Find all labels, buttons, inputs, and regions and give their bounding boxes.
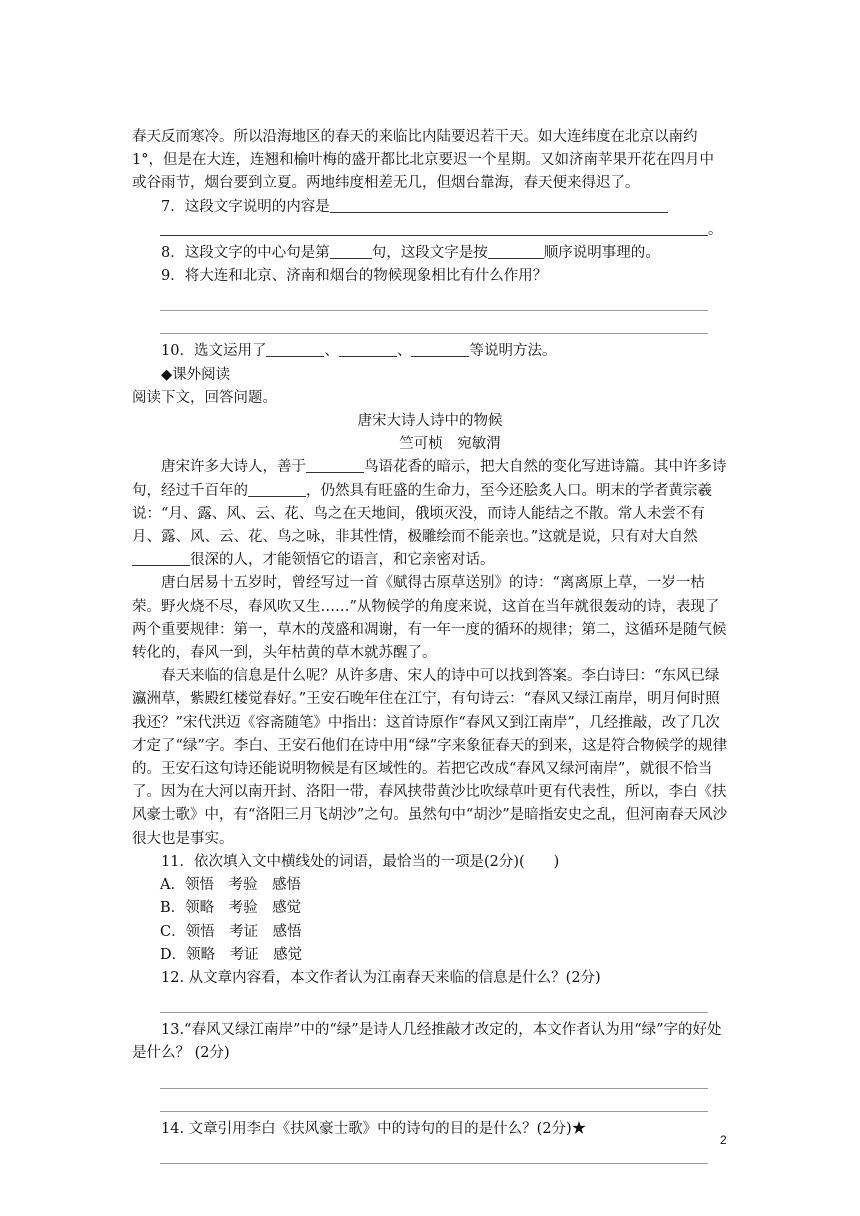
answer-blank[interactable] [160,220,708,236]
article-authors: 竺可桢 宛敏渭 [399,436,501,453]
answer-line[interactable] [160,311,708,334]
article-paragraph-2: 唐白居易十五岁时，曾经写过一首《赋得古原草送别》的诗：“离离原上草，一岁一枯荣。野火烧不尽，春风吹又生……”从物候学的角度来说，这首在当年就很轰动的诗，表现了两个重要规律：第一，草木的茂盛和凋谢，有一年一度的循环的规律；第二，这循环是随气候转化的，春风一到，头年枯黄的草木就苏醒了。 [132,575,727,662]
answer-line[interactable] [160,990,708,1013]
answer-line[interactable] [160,1066,708,1089]
section-instruction: 阅读下文，回答问题。 [132,389,277,406]
answer-blank[interactable] [488,243,544,259]
option-c[interactable]: C．领悟 考证 感悟 [160,923,302,940]
question-10: 10．选文运用了 、 、 等说明方法。 [161,343,557,360]
option-b[interactable]: B．领略 考验 感觉 [160,900,302,917]
article-paragraph-1: 唐宋许多大诗人，善于 鸟语花香的暗示，把大自然的变化写进诗篇。其中许多诗句，经过千百年的 ，仍然具有旺盛的生命力，至今还脍炙人口。明末的学者黄宗羲说：“月、露、风、云、花、鸟之在天地间，俄顷灭没，而诗人能结之不散。常人未尝不有月、露、风、云、花、鸟之咏，非其性情，极雕绘而不能亲也。”这就是说，只有对大自然很深的人，才能领悟它的语言，和它亲密对话。 [132,459,727,569]
article-title: 唐宋大诗人诗中的物候 [357,413,503,430]
document-body [132,126,728,1164]
answer-line[interactable] [160,288,708,311]
question-14: 14. 文章引用李白《扶风豪士歌》中的诗句的目的是什么？(2分)★ [161,1120,587,1137]
answer-blank[interactable] [266,341,324,357]
answer-line[interactable] [160,1089,708,1112]
fill-blank-1[interactable] [306,457,364,473]
article-paragraph-3: 春天来临的信息是什么呢？从许多唐、宋人的诗中可以找到答案。李白诗曰：“东风已绿瀛洲草，紫殿红楼觉春好。”王安石晚年住在江宁，有句诗云：“春风又绿江南岸，明月何时照我还？”宋代洪迈《容斋随笔》中指出：这首诗原作“春风又到江南岸”，几经推敲，改了几次才定了“绿”字。李白、王安石他们在诗中用“绿”字来象征春天的到来，这是符合物候学的规律的。王安石这句诗还能说明物候是有区域性的。若把它改成“春风又绿河南岸”，就很不恰当了。因为在大河以南开封、洛阳一带，春风挟带黄沙比吹绿草叶更有代表性，所以，李白《扶风豪士歌》中，有“洛阳三月飞胡沙”之句。虽然句中“胡沙”是暗指安史之乱，但河南春天风沙很大也是事实。 [132,668,728,847]
fill-blank-2[interactable] [248,481,306,497]
answer-blank[interactable] [411,341,469,357]
answer-blank[interactable] [339,341,397,357]
question-8: 8．这段文字的中心句是第 句，这段文字是按 顺序说明事理的。 [161,245,660,262]
answer-blank[interactable] [330,243,372,259]
question-7-line2: 。 [132,219,728,242]
answer-line[interactable] [160,1141,708,1164]
answer-blank[interactable] [330,197,668,213]
question-13: 13.“春风又绿江南岸”中的“绿”是诗人几经推敲才改定的，本文作者认为用“绿”字的好处是什么？ (2分) [132,1022,722,1062]
question-11: 11．依次填入文中横线处的词语，最恰当的一项是(2分)( ) [161,853,560,870]
question-12: 12. 从文章内容看，本文作者认为江南春天来临的信息是什么？(2分) [161,969,601,986]
passage-paragraph: 春天反而寒冷。所以沿海地区的春天的来临比内陆要迟若干天。如大连纬度在北京以南约1°，但是在大连，连翘和榆叶梅的盛开都比北京要迟一个星期。又如济南苹果开花在四月中或谷雨节，烟台要到立夏。两地纬度相差无几，但烟台靠海，春天便来得迟了。 [132,129,714,192]
question-7: 7．这段文字说明的内容是 [132,196,728,219]
section-label: ◆课外阅读 [161,366,231,383]
option-a[interactable]: A．领悟 考验 感悟 [160,877,301,894]
question-9: 9．将大连和北京、济南和烟台的物候现象相比有什么作用？ [161,268,548,285]
page-number: 2 [720,1133,727,1147]
fill-blank-3[interactable] [132,550,190,566]
option-d[interactable]: D．领略 考证 感觉 [160,946,303,963]
